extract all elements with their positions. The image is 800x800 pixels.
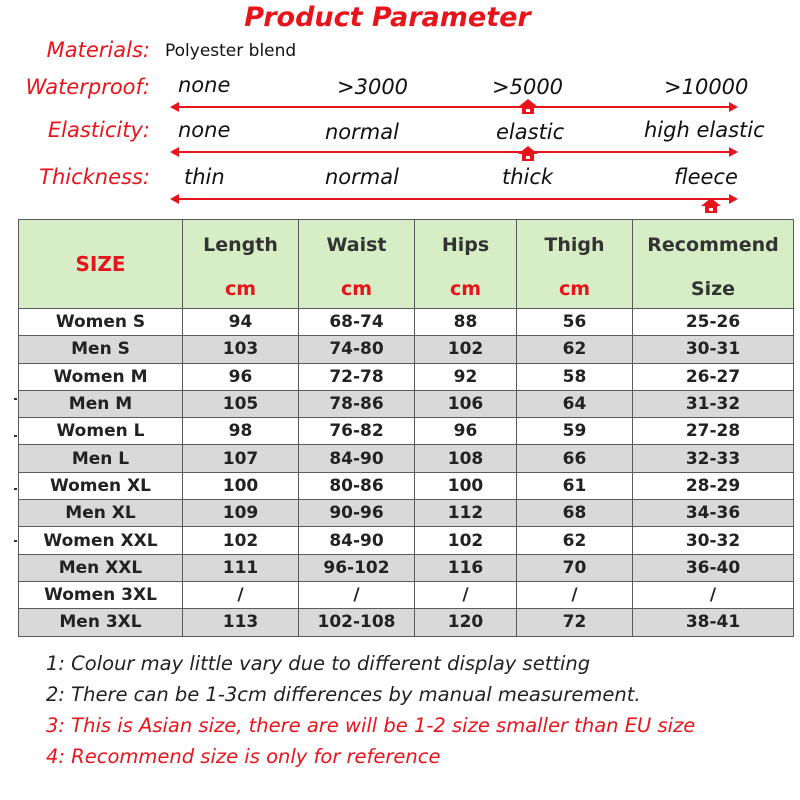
table-row bbox=[19, 336, 794, 363]
table-cell: 70 bbox=[517, 554, 633, 581]
table-cell: 62 bbox=[517, 336, 633, 363]
column-header-unit: Size bbox=[690, 278, 736, 300]
thickness-scale-arrow bbox=[172, 198, 736, 200]
table-cell: 64 bbox=[517, 390, 633, 417]
table-cell: 62 bbox=[517, 527, 633, 554]
table-cell: 98 bbox=[183, 418, 299, 445]
table-cell: 100 bbox=[183, 472, 299, 499]
table-cell: Men 3XL bbox=[19, 609, 183, 636]
table-cell: 30-31 bbox=[633, 336, 794, 363]
note-asian-size: 3: This is Asian size, there are will be 1-2 size smaller than EU size bbox=[46, 714, 696, 737]
table-cell: 103 bbox=[183, 336, 299, 363]
table-cell: 109 bbox=[183, 500, 299, 527]
table-cell: Women S bbox=[19, 309, 183, 336]
table-cell: 106 bbox=[415, 390, 517, 417]
waist-column-header bbox=[299, 220, 415, 309]
table-cell: 96-102 bbox=[299, 554, 415, 581]
table-row bbox=[19, 581, 794, 608]
table-cell: 102 bbox=[415, 527, 517, 554]
table-row bbox=[19, 390, 794, 417]
column-header-unit: cm bbox=[224, 278, 257, 300]
elasticity-option: high elastic bbox=[644, 118, 765, 142]
table-cell: 36-40 bbox=[633, 554, 794, 581]
table-cell: 94 bbox=[183, 309, 299, 336]
table-row bbox=[19, 554, 794, 581]
table-row bbox=[19, 609, 794, 636]
note-measurement-difference: 2: There can be 1-3cm differences by manual measurement. bbox=[46, 683, 641, 706]
table-cell: 78-86 bbox=[299, 390, 415, 417]
table-cell: 102 bbox=[415, 336, 517, 363]
column-header-label: Thigh bbox=[544, 234, 605, 256]
note-recommend-reference: 4: Recommend size is only for reference bbox=[46, 745, 441, 768]
table-cell: Women L bbox=[19, 418, 183, 445]
column-header-unit: cm bbox=[340, 278, 373, 300]
table-row bbox=[19, 500, 794, 527]
table-cell: 28-29 bbox=[633, 472, 794, 499]
thigh-column-header bbox=[517, 220, 633, 309]
table-cell: 116 bbox=[415, 554, 517, 581]
waterproof-scale-arrow bbox=[172, 106, 736, 108]
size-table bbox=[18, 219, 794, 637]
table-cell: Men L bbox=[19, 445, 183, 472]
table-cell: 102 bbox=[183, 527, 299, 554]
thickness-option: thick bbox=[502, 165, 554, 189]
page-title: Product Parameter bbox=[244, 2, 531, 33]
table-row bbox=[19, 527, 794, 554]
table-cell: 34-36 bbox=[633, 500, 794, 527]
table-cell: 72-78 bbox=[299, 363, 415, 390]
elasticity-label: Elasticity: bbox=[47, 118, 150, 142]
table-header-row bbox=[19, 220, 794, 309]
table-row bbox=[19, 418, 794, 445]
hips-column-header bbox=[415, 220, 517, 309]
table-cell: 108 bbox=[415, 445, 517, 472]
table-cell: 72 bbox=[517, 609, 633, 636]
table-cell: / bbox=[183, 581, 299, 608]
table-cell: 76-82 bbox=[299, 418, 415, 445]
waterproof-option: >3000 bbox=[337, 75, 409, 99]
table-cell: 27-28 bbox=[633, 418, 794, 445]
table-cell: 100 bbox=[415, 472, 517, 499]
table-cell: 80-86 bbox=[299, 472, 415, 499]
table-cell: 90-96 bbox=[299, 500, 415, 527]
materials-value: Polyester blend bbox=[165, 41, 297, 61]
column-header-label: Length bbox=[203, 234, 278, 256]
table-cell: 112 bbox=[415, 500, 517, 527]
table-cell: 96 bbox=[183, 363, 299, 390]
table-cell: 113 bbox=[183, 609, 299, 636]
elasticity-option: none bbox=[178, 118, 231, 142]
table-cell: 102-108 bbox=[299, 609, 415, 636]
waterproof-option: >5000 bbox=[492, 75, 564, 99]
table-cell: / bbox=[415, 581, 517, 608]
column-header-label: Waist bbox=[326, 234, 387, 256]
column-header-unit: cm bbox=[449, 278, 482, 300]
table-cell: Women XL bbox=[19, 472, 183, 499]
thickness-option: thin bbox=[184, 165, 225, 189]
table-cell: 68 bbox=[517, 500, 633, 527]
table-cell: Men S bbox=[19, 336, 183, 363]
table-cell: 74-80 bbox=[299, 336, 415, 363]
table-cell: Women M bbox=[19, 363, 183, 390]
table-cell: 59 bbox=[517, 418, 633, 445]
table-cell: Women 3XL bbox=[19, 581, 183, 608]
table-cell: 26-27 bbox=[633, 363, 794, 390]
table-cell: 31-32 bbox=[633, 390, 794, 417]
table-cell: Men M bbox=[19, 390, 183, 417]
column-header-unit: cm bbox=[558, 278, 591, 300]
table-cell: 30-32 bbox=[633, 527, 794, 554]
table-cell: 68-74 bbox=[299, 309, 415, 336]
table-cell: Men XXL bbox=[19, 554, 183, 581]
table-cell: 120 bbox=[415, 609, 517, 636]
size-chart bbox=[18, 219, 793, 637]
waterproof-option: >10000 bbox=[664, 75, 749, 99]
table-cell: 25-26 bbox=[633, 309, 794, 336]
edge-mark bbox=[14, 398, 17, 400]
materials-label: Materials: bbox=[46, 38, 150, 62]
column-header-label: Recommend bbox=[647, 234, 779, 256]
thickness-label: Thickness: bbox=[39, 165, 150, 189]
table-cell: / bbox=[299, 581, 415, 608]
table-cell: 111 bbox=[183, 554, 299, 581]
waterproof-label: Waterproof: bbox=[25, 75, 150, 99]
note-colour-variation: 1: Colour may little vary due to different display setting bbox=[46, 652, 591, 675]
recommend-size-column-header bbox=[633, 220, 794, 309]
table-cell: / bbox=[517, 581, 633, 608]
edge-mark bbox=[14, 488, 17, 490]
table-cell: 84-90 bbox=[299, 527, 415, 554]
table-cell: 58 bbox=[517, 363, 633, 390]
table-cell: 96 bbox=[415, 418, 517, 445]
thickness-option: fleece bbox=[674, 165, 738, 189]
table-cell: 107 bbox=[183, 445, 299, 472]
table-cell: Women XXL bbox=[19, 527, 183, 554]
table-cell: 92 bbox=[415, 363, 517, 390]
table-cell: 105 bbox=[183, 390, 299, 417]
elasticity-option: normal bbox=[325, 120, 399, 144]
table-row bbox=[19, 363, 794, 390]
table-cell: 88 bbox=[415, 309, 517, 336]
table-row bbox=[19, 309, 794, 336]
table-cell: 38-41 bbox=[633, 609, 794, 636]
table-cell: 61 bbox=[517, 472, 633, 499]
table-cell: 56 bbox=[517, 309, 633, 336]
length-column-header bbox=[183, 220, 299, 309]
elasticity-option: elastic bbox=[496, 120, 565, 144]
table-cell: Men XL bbox=[19, 500, 183, 527]
edge-mark bbox=[14, 540, 17, 542]
table-row bbox=[19, 472, 794, 499]
table-cell: 66 bbox=[517, 445, 633, 472]
column-header-label: Hips bbox=[441, 234, 490, 256]
thickness-option: normal bbox=[325, 165, 399, 189]
table-cell: 84-90 bbox=[299, 445, 415, 472]
waterproof-option: none bbox=[178, 73, 231, 97]
edge-mark bbox=[14, 435, 17, 437]
table-cell: 32-33 bbox=[633, 445, 794, 472]
table-cell: / bbox=[633, 581, 794, 608]
elasticity-scale-arrow bbox=[172, 151, 736, 153]
size-column-header: SIZE bbox=[19, 220, 183, 309]
table-row bbox=[19, 445, 794, 472]
